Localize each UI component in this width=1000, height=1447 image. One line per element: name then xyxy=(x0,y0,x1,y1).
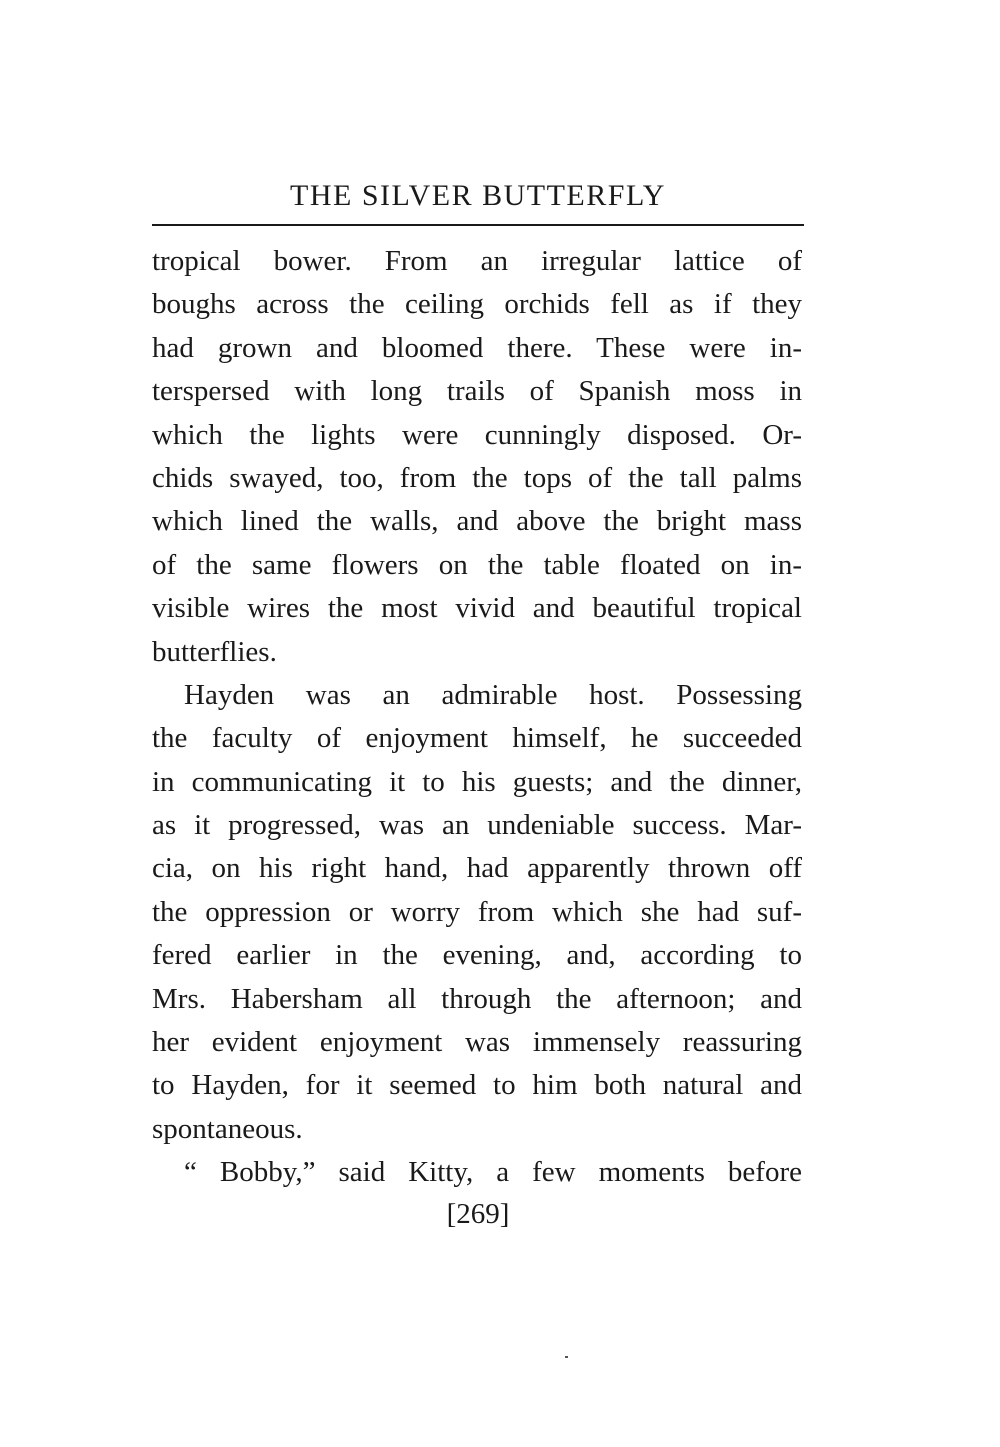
page-number: [269] xyxy=(446,1198,510,1230)
text-line: cia, on his right hand, had apparently thrown off xyxy=(152,852,802,885)
text-line: as it progressed, was an undeniable success. Mar- xyxy=(152,809,802,842)
text-line: fered earlier in the evening, and, according to xyxy=(152,939,802,972)
text-line: to Hayden, for it seemed to him both natural and xyxy=(152,1069,802,1102)
body-text xyxy=(152,240,802,1195)
header-rule xyxy=(152,224,804,226)
text-line: tropical bower. From an irregular lattice of xyxy=(152,245,802,277)
text-line: Mrs. Habersham all through the afternoon; and xyxy=(152,982,802,1015)
text-line: Hayden was an admirable host. Possessing xyxy=(184,678,802,711)
text-line: “ Bobby,” said Kitty, a few moments before xyxy=(184,1156,802,1189)
text-line: which the lights were cunningly disposed. Or- xyxy=(152,418,802,451)
text-line: the oppression or worry from which she had suf- xyxy=(152,895,802,928)
text-line: had grown and bloomed there. These were in- xyxy=(152,331,802,364)
text-line: terspersed with long trails of Spanish moss in xyxy=(152,375,802,408)
text-line: visible wires the most vivid and beautiful tropical xyxy=(152,592,802,625)
text-line: the faculty of enjoyment himself, he succeeded xyxy=(152,722,802,755)
text-line: chids swayed, too, from the tops of the tall palms xyxy=(152,461,802,494)
text-line: spontaneous. xyxy=(152,1112,303,1145)
text-line: in communicating it to his guests; and the dinner, xyxy=(152,765,802,798)
running-head: THE SILVER BUTTERFLY xyxy=(290,179,666,212)
text-line: which lined the walls, and above the bright mass xyxy=(152,505,802,538)
text-line: butterflies. xyxy=(152,635,277,668)
text-line: her evident enjoyment was immensely reassuring xyxy=(152,1026,802,1059)
text-line: of the same flowers on the table floated on in- xyxy=(152,548,802,581)
print-speck xyxy=(565,1356,568,1358)
text-line: boughs across the ceiling orchids fell as if they xyxy=(152,288,802,321)
